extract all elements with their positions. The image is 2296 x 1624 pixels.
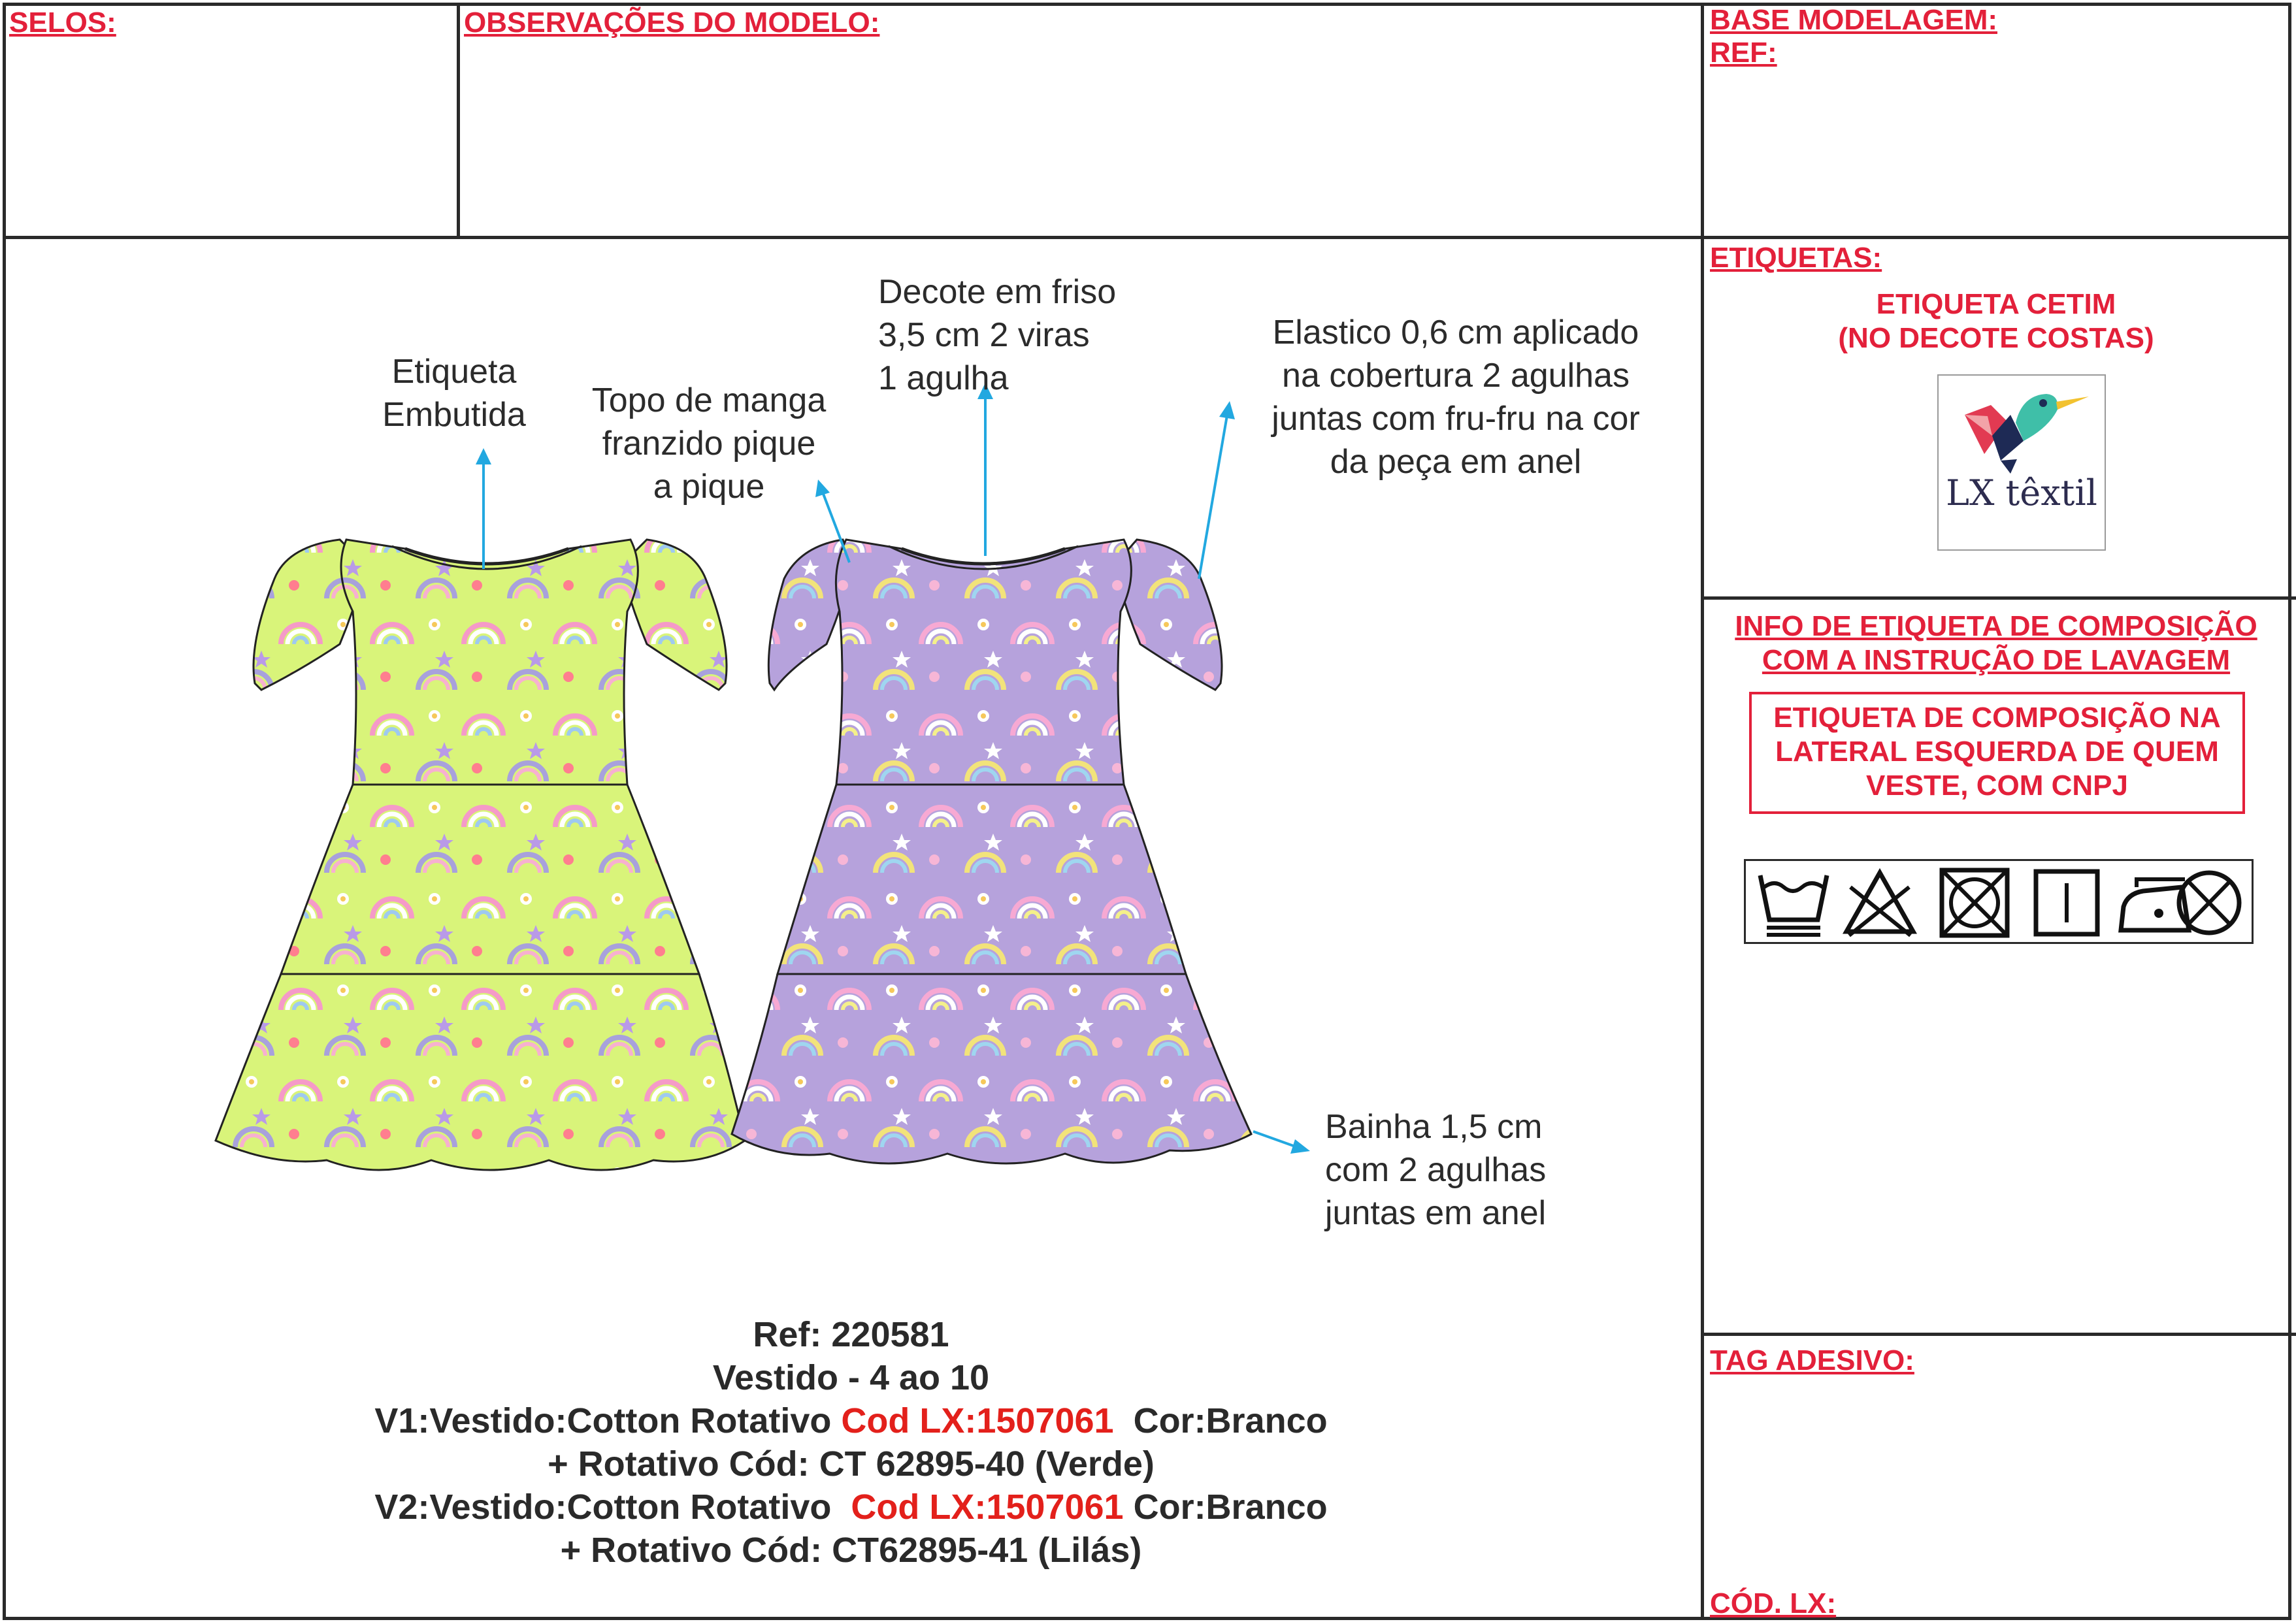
v2-prefix: V2:Vestido:Cotton Rotativo [374, 1487, 851, 1527]
annotation-etiqueta-line1: Etiqueta [391, 353, 517, 391]
annotation-elastico-line2: na cobertura 2 agulhas [1282, 357, 1630, 395]
etiqueta-cetim-line1: ETIQUETA CETIM [1876, 288, 2116, 320]
v2-suffix: Cor:Branco [1123, 1487, 1328, 1527]
info-line2: COM A INSTRUÇÃO DE LAVAGEM [1762, 644, 2231, 676]
annotation-elastico-line4: da peça em anel [1330, 443, 1582, 481]
annotation-bainha-line3: juntas em anel [1325, 1194, 1547, 1232]
annotation-etiqueta [366, 350, 542, 436]
annotation-topo-manga-line3: a pique [653, 468, 765, 506]
dress-v1-green [216, 540, 745, 1170]
annotation-elastico [1240, 311, 1671, 483]
etiqueta-cetim-line2: (NO DECOTE COSTAS) [1838, 322, 2154, 354]
composicao-line3: VESTE, COM CNPJ [1866, 770, 2128, 802]
ref-label: REF: [1710, 37, 1777, 69]
annotation-topo-manga [585, 379, 833, 508]
composicao-line2: LATERAL ESQUERDA DE QUEM [1775, 736, 2219, 768]
no-tumble-dry-icon [1937, 868, 2014, 938]
annotation-decote-line2: 3,5 cm 2 viras [878, 316, 1090, 354]
no-bleach-icon [1841, 868, 1918, 938]
composicao-line1: ETIQUETA DE COMPOSIÇÃO NA [1773, 702, 2221, 734]
reference-block [0, 1313, 1702, 1572]
annotation-topo-manga-line2: franzido pique [602, 425, 816, 463]
dress-v2-lilac [732, 540, 1251, 1163]
annotation-bainha [1325, 1105, 1546, 1235]
v2-cod-lx: Cod LX:1507061 [851, 1487, 1124, 1527]
line-dry-icon [2028, 868, 2105, 938]
tag-divider [1702, 1333, 2296, 1336]
v1-prefix: V1:Vestido:Cotton Rotativo [374, 1401, 842, 1440]
base-modelagem-label: BASE MODELAGEM: [1710, 4, 1997, 36]
composicao-box [1749, 692, 2245, 814]
wash-30-icon [1755, 868, 1832, 938]
lx-textil-logo [1937, 374, 2106, 551]
reference-v1 [0, 1399, 1702, 1442]
annotation-elastico-line1: Elastico 0,6 cm aplicado [1272, 314, 1639, 351]
care-symbols [1744, 859, 2254, 944]
hummingbird-icon [1939, 376, 2105, 480]
selos-divider [457, 3, 460, 238]
annotation-bainha-line2: com 2 agulhas [1325, 1151, 1547, 1189]
reference-v2-line2: + Rotativo Cód: CT62895-41 (Lilás) [560, 1531, 1142, 1570]
annotation-etiqueta-line2: Embutida [382, 396, 526, 434]
info-line1: INFO DE ETIQUETA DE COMPOSIÇÃO [1735, 610, 2257, 642]
annotation-decote [878, 270, 1116, 400]
info-etiqueta-heading [1702, 609, 2290, 677]
annotation-decote-line1: Decote em friso [878, 273, 1117, 311]
v1-suffix: Cor:Branco [1113, 1401, 1328, 1440]
observacoes-label: OBSERVAÇÕES DO MODELO: [464, 7, 880, 39]
reference-v1-line2: + Rotativo Cód: CT 62895-40 (Verde) [548, 1444, 1155, 1484]
annotation-bainha-line1: Bainha 1,5 cm [1325, 1108, 1543, 1146]
etiqueta-cetim-label [1702, 287, 2290, 355]
tag-adesivo-label: TAG ADESIVO: [1710, 1344, 1914, 1376]
reference-ref: Ref: 220581 [753, 1315, 949, 1354]
reference-v2 [0, 1486, 1702, 1529]
selos-label: SELOS: [9, 7, 116, 39]
logo-text: LX têxtil [1946, 472, 2097, 513]
annotation-topo-manga-line1: Topo de manga [591, 382, 827, 419]
cod-lx-label: CÓD. LX: [1710, 1587, 1837, 1619]
reference-vestido: Vestido - 4 ao 10 [712, 1358, 990, 1397]
no-dry-clean-icon [2171, 868, 2248, 938]
annotation-decote-line3: 1 agulha [878, 359, 1009, 397]
v1-cod-lx: Cod LX:1507061 [841, 1401, 1114, 1440]
annotation-elastico-line3: juntas com fru-fru na cor [1271, 400, 1640, 438]
etiquetas-divider [1702, 596, 2296, 600]
etiquetas-label: ETIQUETAS: [1710, 242, 1882, 274]
